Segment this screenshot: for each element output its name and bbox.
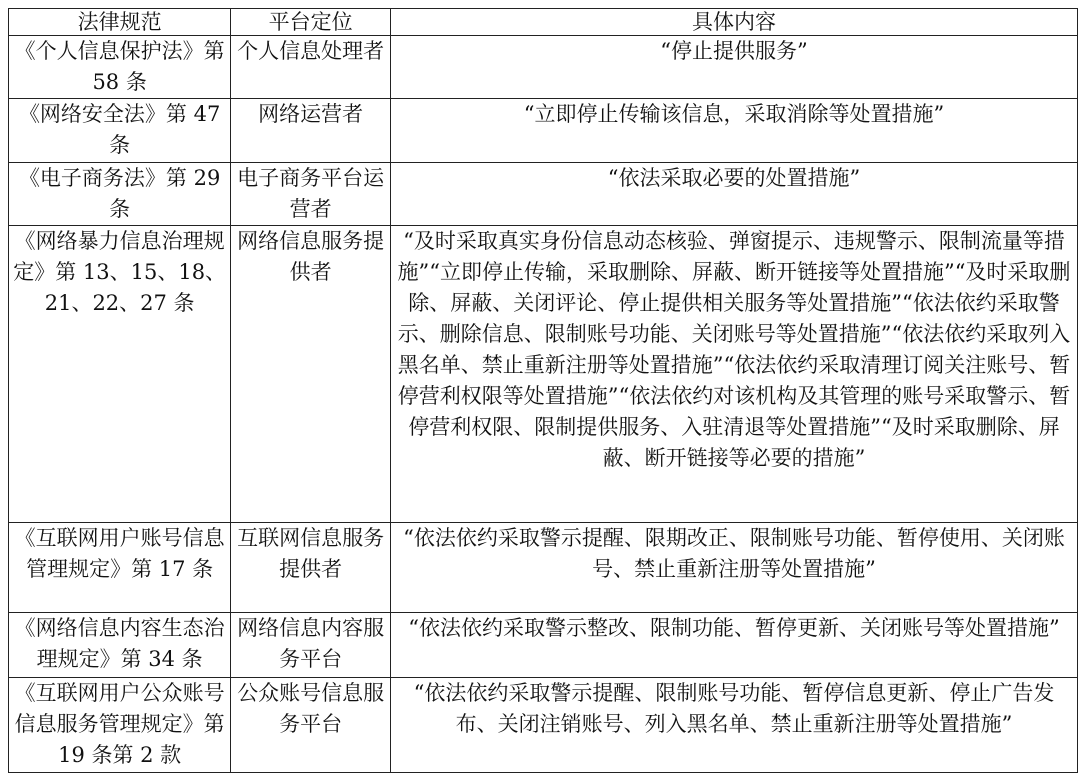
content-cell: “停止提供服务” xyxy=(390,36,1077,99)
table-row xyxy=(9,522,1078,612)
table-row xyxy=(9,162,1078,225)
content-cell: “依法依约采取警示提醒、限制账号功能、暂停信息更新、停止广告发布、关闭注销账号、列入黑名单、禁止重新注册等处置措施” xyxy=(390,677,1077,772)
header-law: 法律规范 xyxy=(9,9,231,36)
content-cell: “及时采取真实身份信息动态核验、弹窗提示、违规警示、限制流量等措施”“立即停止传输，采取删除、屏蔽、断开链接等处置措施”“及时采取删除、屏蔽、关闭评论、停止提供相关服务等处置措施”“依法依约采取警示、删除信息、限制账号功能、关闭账号等处置措施”“依法依约采取列入黑名单、禁止重新注册等处置措施”“依法依约采取清理订阅关注账号、暂停营利权限等处置措施”“依法依约对该机构及其管理的账号采取警示、暂停营利权限、限制提供服务、入驻清退等处置措施”“及时采取删除、屏蔽、断开链接等必要的措施” xyxy=(390,225,1077,522)
table-header-row xyxy=(9,9,1078,36)
table-row xyxy=(9,99,1078,162)
role-cell: 电子商务平台运营者 xyxy=(231,162,391,225)
content-cell: “依法依约采取警示整改、限制功能、暂停更新、关闭账号等处置措施” xyxy=(390,613,1077,677)
law-cell: 《个人信息保护法》第 58 条 xyxy=(9,36,231,99)
role-cell: 网络信息服务提供者 xyxy=(231,225,391,522)
role-cell: 个人信息处理者 xyxy=(231,36,391,99)
table-row xyxy=(9,36,1078,99)
law-cell: 《网络暴力信息治理规定》第 13、15、18、21、22、27 条 xyxy=(9,225,231,522)
role-cell: 网络运营者 xyxy=(231,99,391,162)
table-row xyxy=(9,225,1078,522)
content-cell: “依法依约采取警示提醒、限期改正、限制账号功能、暂停使用、关闭账号、禁止重新注册等处置措施” xyxy=(390,522,1077,612)
law-cell: 《网络安全法》第 47 条 xyxy=(9,99,231,162)
content-cell: “立即停止传输该信息，采取消除等处置措施” xyxy=(390,99,1077,162)
role-cell: 公众账号信息服务平台 xyxy=(231,677,391,772)
role-cell: 网络信息内容服务平台 xyxy=(231,613,391,677)
law-cell: 《互联网用户公众账号信息服务管理规定》第 19 条第 2 款 xyxy=(9,677,231,772)
table-row xyxy=(9,613,1078,677)
law-cell: 《电子商务法》第 29 条 xyxy=(9,162,231,225)
header-content: 具体内容 xyxy=(390,9,1077,36)
law-cell: 《互联网用户账号信息管理规定》第 17 条 xyxy=(9,522,231,612)
role-cell: 互联网信息服务提供者 xyxy=(231,522,391,612)
law-cell: 《网络信息内容生态治理规定》第 34 条 xyxy=(9,613,231,677)
content-cell: “依法采取必要的处置措施” xyxy=(390,162,1077,225)
table-row xyxy=(9,677,1078,772)
header-role: 平台定位 xyxy=(231,9,391,36)
regulation-table xyxy=(8,8,1078,773)
